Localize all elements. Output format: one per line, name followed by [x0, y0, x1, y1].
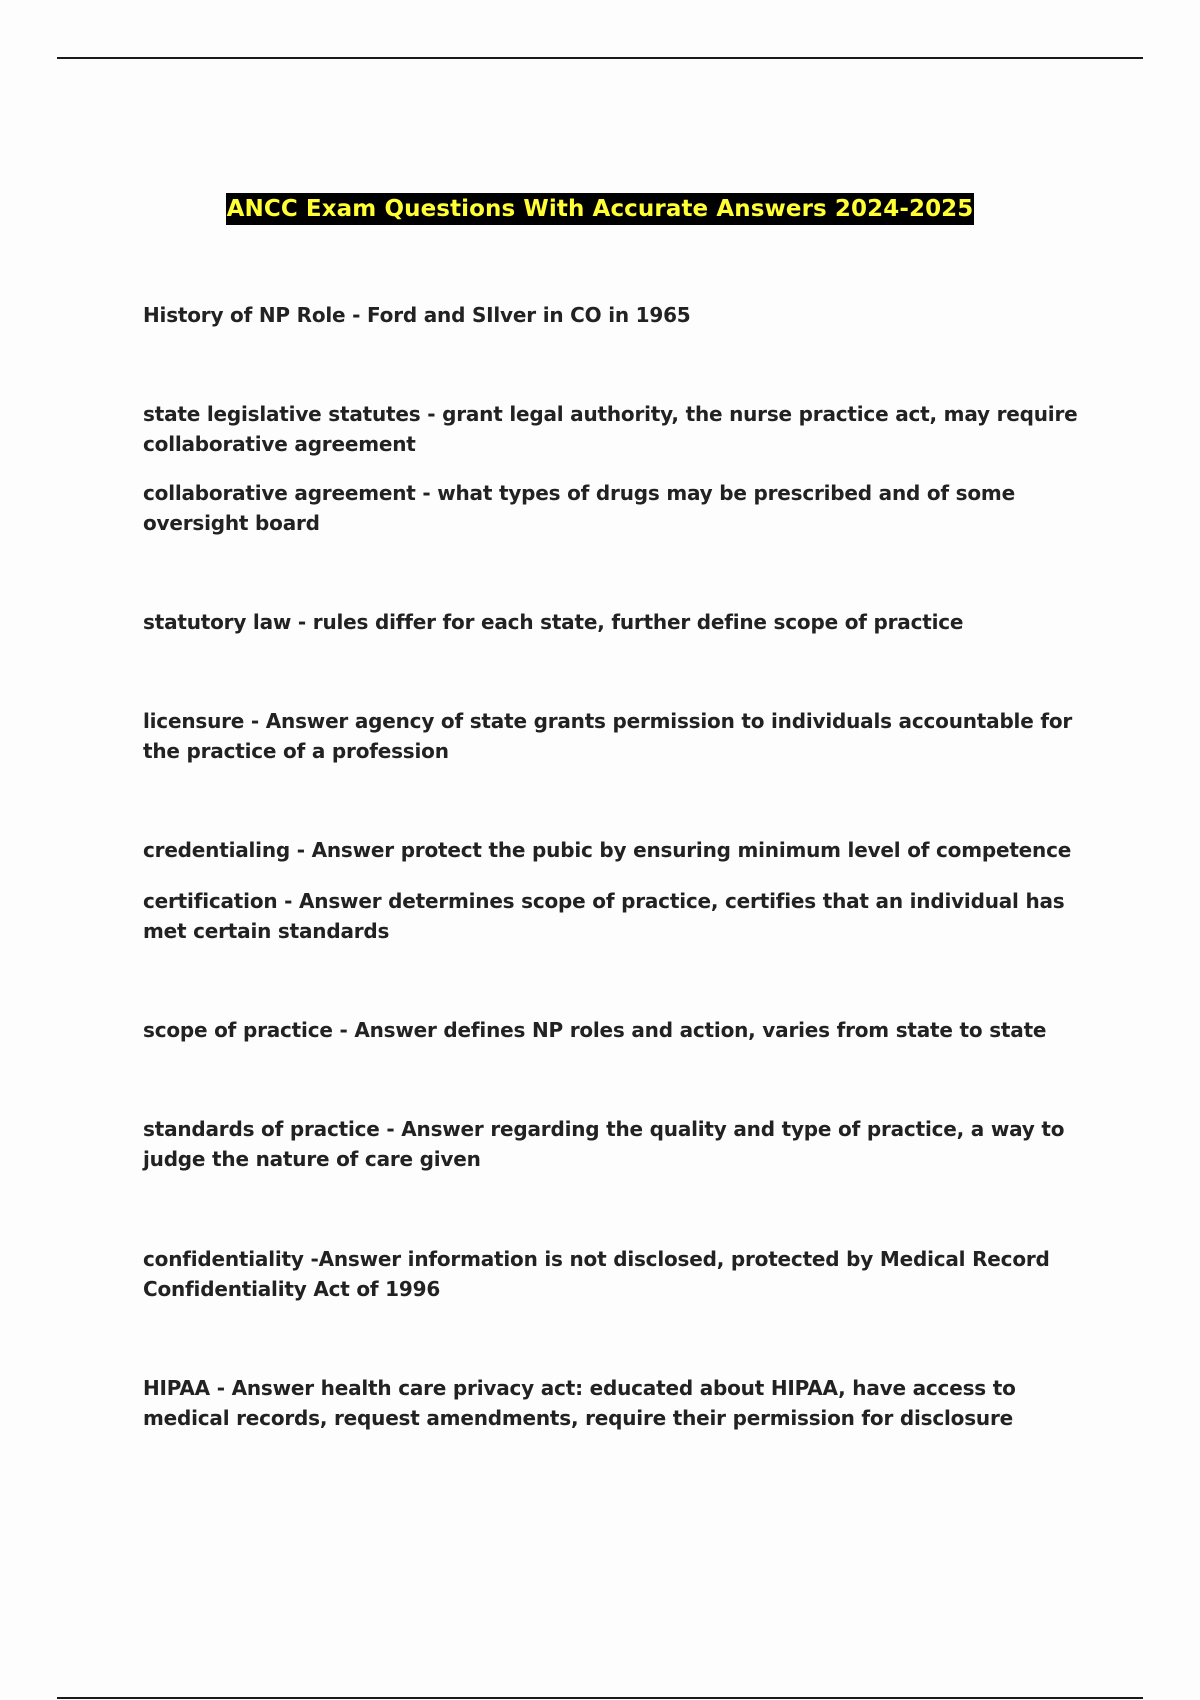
entry-standards-of-practice: standards of practice - Answer regarding the quality and type of practice, a way to judge the nature of care given	[143, 1117, 1065, 1171]
entry-licensure: licensure - Answer agency of state grants permission to individuals accountable for the practice of a profession	[143, 709, 1073, 763]
entry-certification: certification - Answer determines scope of practice, certifies that an individual has met certain standards	[143, 889, 1065, 943]
document-title: ANCC Exam Questions With Accurate Answers 2024-2025	[226, 193, 975, 225]
footer-rule	[57, 1697, 1143, 1699]
entry-state-legislative-statutes: state legislative statutes - grant legal authority, the nurse practice act, may require collaborative agreement	[143, 402, 1078, 456]
entry-statutory-law: statutory law - rules differ for each state, further define scope of practice	[143, 610, 964, 634]
entry-confidentiality: confidentiality -Answer information is not disclosed, protected by Medical Record Confidentiality Act of 1996	[143, 1247, 1050, 1301]
entry-collaborative-agreement: collaborative agreement - what types of drugs may be prescribed and of some oversight board	[143, 481, 1015, 535]
entry-scope-of-practice: scope of practice - Answer defines NP roles and action, varies from state to state	[143, 1018, 1047, 1042]
entry-credentialing: credentialing - Answer protect the pubic by ensuring minimum level of competence	[143, 838, 1072, 862]
entry-history-np-role: History of NP Role - Ford and SIlver in CO in 1965	[143, 303, 691, 327]
title-container	[0, 193, 1200, 225]
header-rule	[57, 57, 1143, 59]
entry-hipaa: HIPAA - Answer health care privacy act: educated about HIPAA, have access to medical records, request amendments, require their permission for disclosure	[143, 1376, 1016, 1430]
